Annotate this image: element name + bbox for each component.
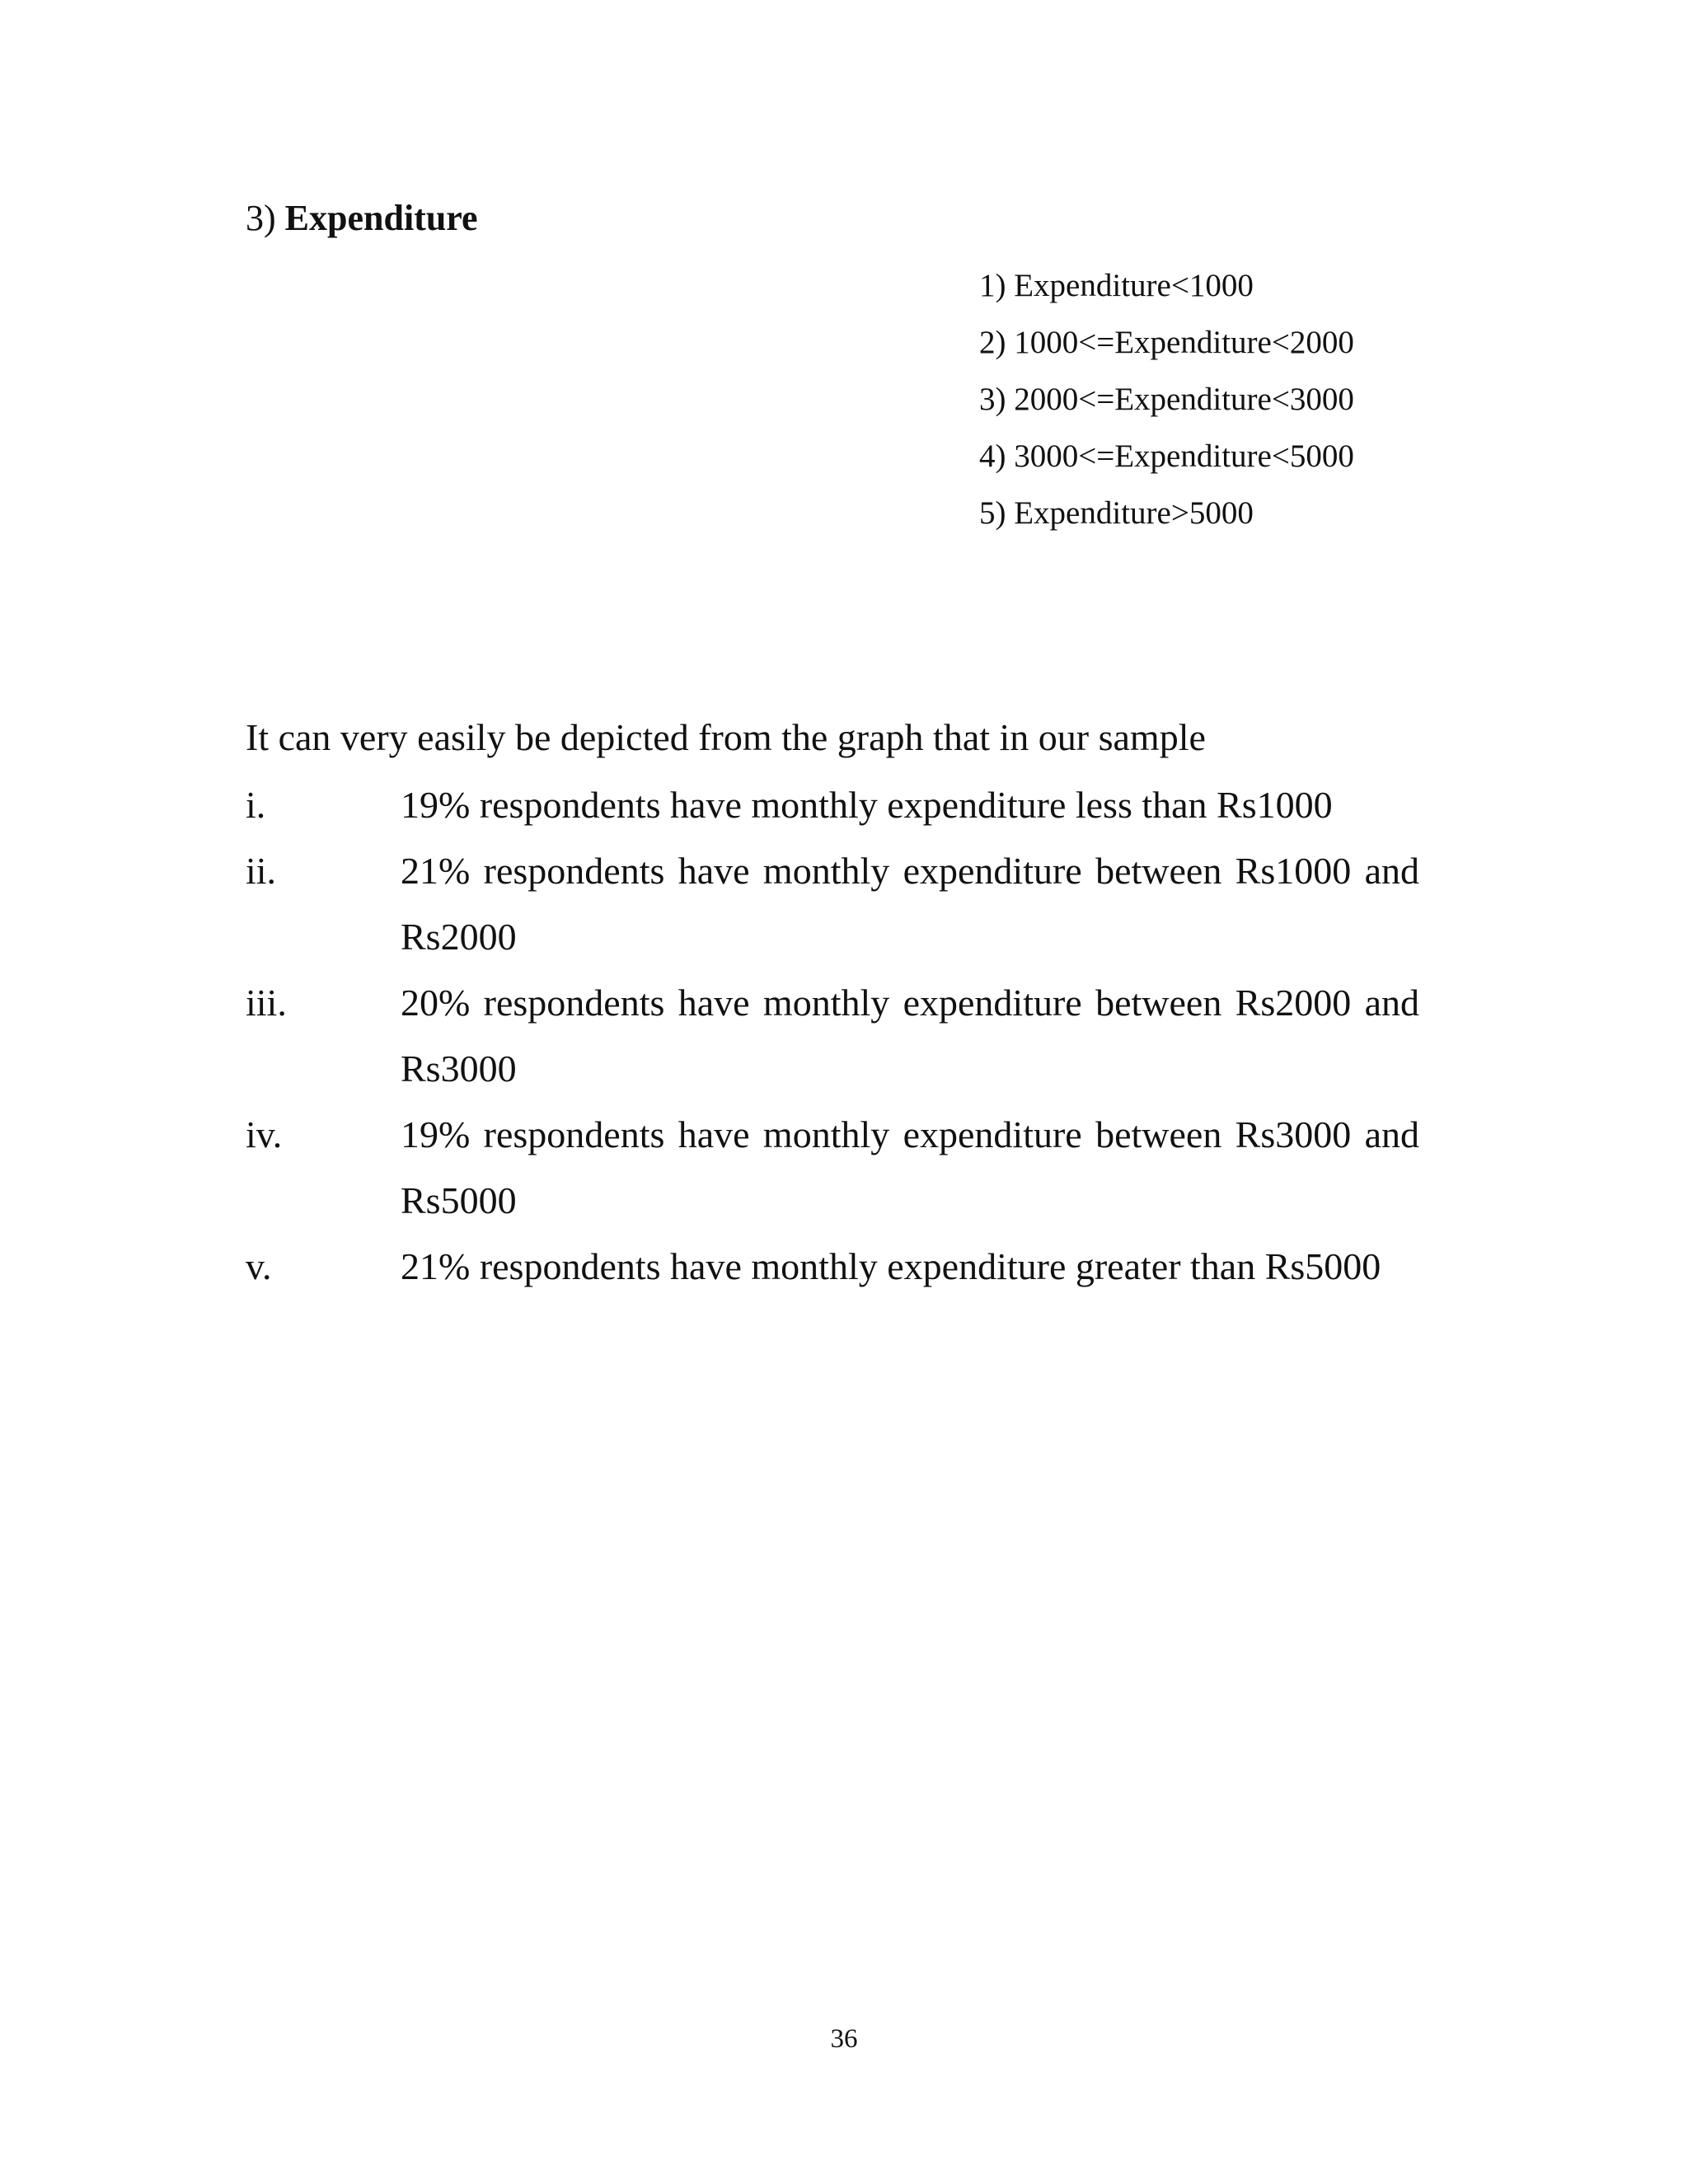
list-item-text: 21% respondents have monthly expenditure between Rs1000 and Rs2000: [401, 850, 1419, 958]
list-item-text: 20% respondents have monthly expenditure between Rs2000 and Rs3000: [401, 982, 1419, 1090]
section-heading: [246, 194, 478, 243]
list-item-text: 19% respondents have monthly expenditure between Rs3000 and Rs5000: [401, 1113, 1419, 1221]
chart-legend: [979, 257, 1441, 541]
findings-list: [246, 772, 1419, 1300]
list-marker: ii.: [246, 850, 277, 892]
page-number: 36: [830, 2024, 858, 2054]
list-item: [246, 772, 1419, 838]
section-number: 3): [246, 198, 276, 238]
legend-item: 5) Expenditure>5000: [979, 495, 1254, 531]
list-item: [246, 838, 1419, 970]
legend-item: 3) 2000<=Expenditure<3000: [979, 382, 1354, 417]
legend-item: 1) Expenditure<1000: [979, 268, 1254, 303]
list-item: [246, 1102, 1419, 1234]
list-item-text: 19% respondents have monthly expenditure less than Rs1000: [401, 784, 1333, 826]
intro-paragraph: It can very easily be depicted from the graph that in our sample: [246, 716, 1206, 758]
legend-item: 2) 1000<=Expenditure<2000: [979, 325, 1354, 360]
list-marker: iii.: [246, 982, 287, 1024]
list-marker: i.: [246, 784, 266, 826]
list-item: [246, 970, 1419, 1102]
list-marker: iv.: [246, 1113, 283, 1155]
list-item-text: 21% respondents have monthly expenditure greater than Rs5000: [401, 1245, 1381, 1287]
section-title: Expenditure: [284, 198, 478, 238]
list-marker: v.: [246, 1245, 272, 1287]
list-item: [246, 1234, 1419, 1300]
legend-item: 4) 3000<=Expenditure<5000: [979, 438, 1354, 474]
